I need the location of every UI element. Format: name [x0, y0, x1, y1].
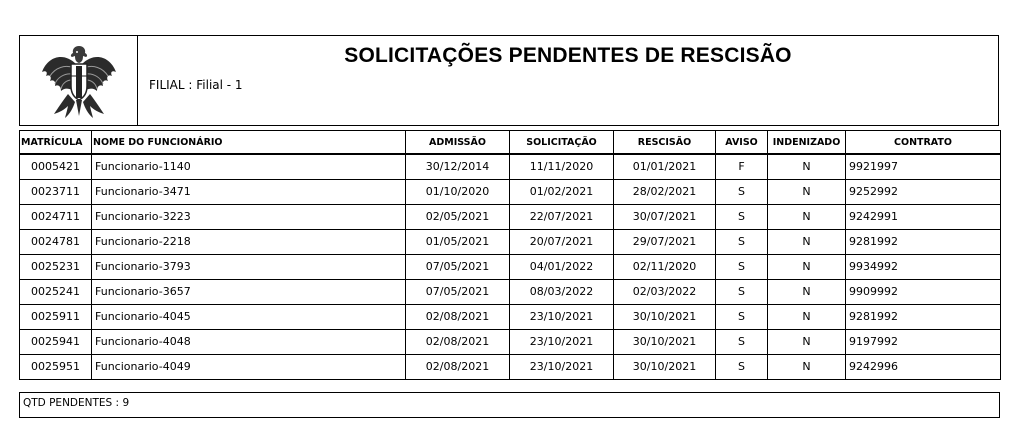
- cell-rescisao: 30/07/2021: [614, 204, 716, 229]
- cell-nome: Funcionario-1140: [92, 154, 406, 179]
- table-row: [20, 229, 1001, 254]
- cell-indenizado: N: [768, 154, 846, 179]
- logo: [20, 36, 138, 125]
- cell-admissao: 01/05/2021: [406, 229, 510, 254]
- cell-nome: Funcionario-3793: [92, 254, 406, 279]
- cell-aviso: S: [716, 204, 768, 229]
- cell-matricula: 0024711: [20, 204, 92, 229]
- col-solicitacao: SOLICITAÇÃO: [510, 131, 614, 155]
- table-row: [20, 329, 1001, 354]
- cell-aviso: S: [716, 304, 768, 329]
- cell-solicitacao: 23/10/2021: [510, 304, 614, 329]
- cell-matricula: 0024781: [20, 229, 92, 254]
- cell-contrato: 9242996: [846, 354, 1001, 379]
- cell-admissao: 02/08/2021: [406, 354, 510, 379]
- cell-indenizado: N: [768, 329, 846, 354]
- cell-contrato: 9909992: [846, 279, 1001, 304]
- table-row: [20, 179, 1001, 204]
- cell-nome: Funcionario-3657: [92, 279, 406, 304]
- cell-rescisao: 30/10/2021: [614, 329, 716, 354]
- cell-solicitacao: 11/11/2020: [510, 154, 614, 179]
- cell-nome: Funcionario-4049: [92, 354, 406, 379]
- table-header-row: [20, 131, 1001, 155]
- cell-aviso: S: [716, 229, 768, 254]
- cell-admissao: 30/12/2014: [406, 154, 510, 179]
- cell-nome: Funcionario-4048: [92, 329, 406, 354]
- cell-solicitacao: 08/03/2022: [510, 279, 614, 304]
- cell-rescisao: 02/11/2020: [614, 254, 716, 279]
- cell-matricula: 0025951: [20, 354, 92, 379]
- cell-contrato: 9281992: [846, 304, 1001, 329]
- col-aviso: AVISO: [716, 131, 768, 155]
- cell-matricula: 0025911: [20, 304, 92, 329]
- cell-nome: Funcionario-2218: [92, 229, 406, 254]
- table-row: [20, 304, 1001, 329]
- cell-admissao: 02/08/2021: [406, 304, 510, 329]
- pending-count-value: 9: [122, 397, 130, 409]
- pending-requests-table: [19, 130, 1001, 380]
- cell-indenizado: N: [768, 279, 846, 304]
- filial-info: [149, 78, 243, 92]
- col-matricula: MATRÍCULA: [20, 131, 92, 155]
- table-row: [20, 254, 1001, 279]
- cell-contrato: 9242991: [846, 204, 1001, 229]
- cell-admissao: 07/05/2021: [406, 279, 510, 304]
- cell-admissao: 02/08/2021: [406, 329, 510, 354]
- filial-value: Filial - 1: [196, 78, 243, 92]
- pending-count-label: QTD PENDENTES :: [23, 397, 120, 409]
- cell-rescisao: 28/02/2021: [614, 179, 716, 204]
- cell-admissao: 02/05/2021: [406, 204, 510, 229]
- cell-nome: Funcionario-3471: [92, 179, 406, 204]
- cell-matricula: 0023711: [20, 179, 92, 204]
- report-header: [19, 35, 999, 126]
- filial-label: FILIAL :: [149, 78, 193, 92]
- cell-nome: Funcionario-4045: [92, 304, 406, 329]
- cell-rescisao: 02/03/2022: [614, 279, 716, 304]
- cell-rescisao: 01/01/2021: [614, 154, 716, 179]
- eagle-crest-icon: [38, 42, 120, 120]
- table-row: [20, 154, 1001, 179]
- cell-contrato: 9252992: [846, 179, 1001, 204]
- cell-matricula: 0025231: [20, 254, 92, 279]
- report-title: SOLICITAÇÕES PENDENTES DE RESCISÃO: [344, 44, 792, 67]
- cell-aviso: S: [716, 354, 768, 379]
- cell-matricula: 0025941: [20, 329, 92, 354]
- table-body: [20, 154, 1001, 379]
- cell-aviso: S: [716, 279, 768, 304]
- cell-indenizado: N: [768, 304, 846, 329]
- cell-indenizado: N: [768, 354, 846, 379]
- cell-contrato: 9197992: [846, 329, 1001, 354]
- cell-solicitacao: 22/07/2021: [510, 204, 614, 229]
- col-rescisao: RESCISÃO: [614, 131, 716, 155]
- cell-indenizado: N: [768, 229, 846, 254]
- cell-solicitacao: 23/10/2021: [510, 329, 614, 354]
- cell-matricula: 0025241: [20, 279, 92, 304]
- cell-aviso: S: [716, 179, 768, 204]
- cell-nome: Funcionario-3223: [92, 204, 406, 229]
- col-contrato: CONTRATO: [846, 131, 1001, 155]
- cell-admissao: 07/05/2021: [406, 254, 510, 279]
- cell-indenizado: N: [768, 254, 846, 279]
- cell-solicitacao: 23/10/2021: [510, 354, 614, 379]
- cell-contrato: 9934992: [846, 254, 1001, 279]
- cell-aviso: S: [716, 254, 768, 279]
- col-nome: NOME DO FUNCIONÁRIO: [92, 131, 406, 155]
- cell-solicitacao: 20/07/2021: [510, 229, 614, 254]
- cell-rescisao: 30/10/2021: [614, 304, 716, 329]
- cell-matricula: 0005421: [20, 154, 92, 179]
- cell-aviso: F: [716, 154, 768, 179]
- col-admissao: ADMISSÃO: [406, 131, 510, 155]
- table-row: [20, 279, 1001, 304]
- cell-indenizado: N: [768, 179, 846, 204]
- table-row: [20, 204, 1001, 229]
- cell-contrato: 9921997: [846, 154, 1001, 179]
- col-indenizado: INDENIZADO: [768, 131, 846, 155]
- pending-count-footer: [19, 392, 1000, 418]
- cell-admissao: 01/10/2020: [406, 179, 510, 204]
- cell-solicitacao: 04/01/2022: [510, 254, 614, 279]
- cell-rescisao: 30/10/2021: [614, 354, 716, 379]
- cell-aviso: S: [716, 329, 768, 354]
- cell-indenizado: N: [768, 204, 846, 229]
- cell-rescisao: 29/07/2021: [614, 229, 716, 254]
- table-row: [20, 354, 1001, 379]
- cell-contrato: 9281992: [846, 229, 1001, 254]
- cell-solicitacao: 01/02/2021: [510, 179, 614, 204]
